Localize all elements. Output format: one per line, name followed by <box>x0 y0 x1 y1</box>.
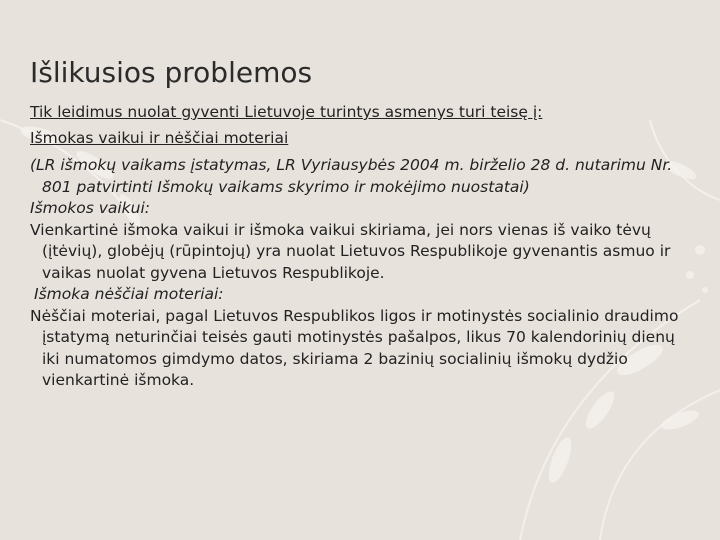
pregnant-benefit-text: Nėščiai moteriai, pagal Lietuvos Respublikos ligos ir motinystės socialinio draudimo įstatymą neturinčiai teisės gauti motinystės pašalpos, likus 70 kalendorinių dienų iki numatomos gimdymo datos, skiriama 2 bazinių socialinių išmokų dydžio vienkartinė išmoka. <box>30 306 679 389</box>
leaf-3 <box>544 435 575 486</box>
seed-3 <box>702 287 708 293</box>
intro-line: Tik leidimus nuolat gyventi Lietuvoje turintys asmenys turi teisę į: <box>30 103 543 121</box>
law-reference: (LR išmokų vaikams įstatymas, LR Vyriausybės 2004 m. birželio 28 d. nutarimu Nr. 801 patvirtinti Išmokų vaikams skyrimo ir mokėjimo nuostatai) <box>30 156 673 196</box>
slide-title: Išlikusios problemos <box>30 56 313 89</box>
benefit-heading: Išmokas vaikui ir nėščiai moteriai <box>30 128 289 147</box>
branch-stem-2 <box>600 390 720 540</box>
slide-body <box>30 102 690 392</box>
child-benefit-heading: Išmokos vaikui: <box>30 199 150 217</box>
child-benefit-text: Vienkartinė išmoka vaikui ir išmoka vaikui skiriama, jei nors vienas iš vaiko tėvų (įtėvių), globėjų (rūpintojų) yra nuolat Lietuvos Respublikoje gyvenantis asmuo ir vaikas nuolat gyvena Lietuvos Respublikoje. <box>30 220 671 282</box>
leaf-2 <box>581 387 619 432</box>
seed-1 <box>695 245 705 255</box>
pregnant-benefit-heading: Išmoka nėščiai moteriai: <box>34 285 224 303</box>
